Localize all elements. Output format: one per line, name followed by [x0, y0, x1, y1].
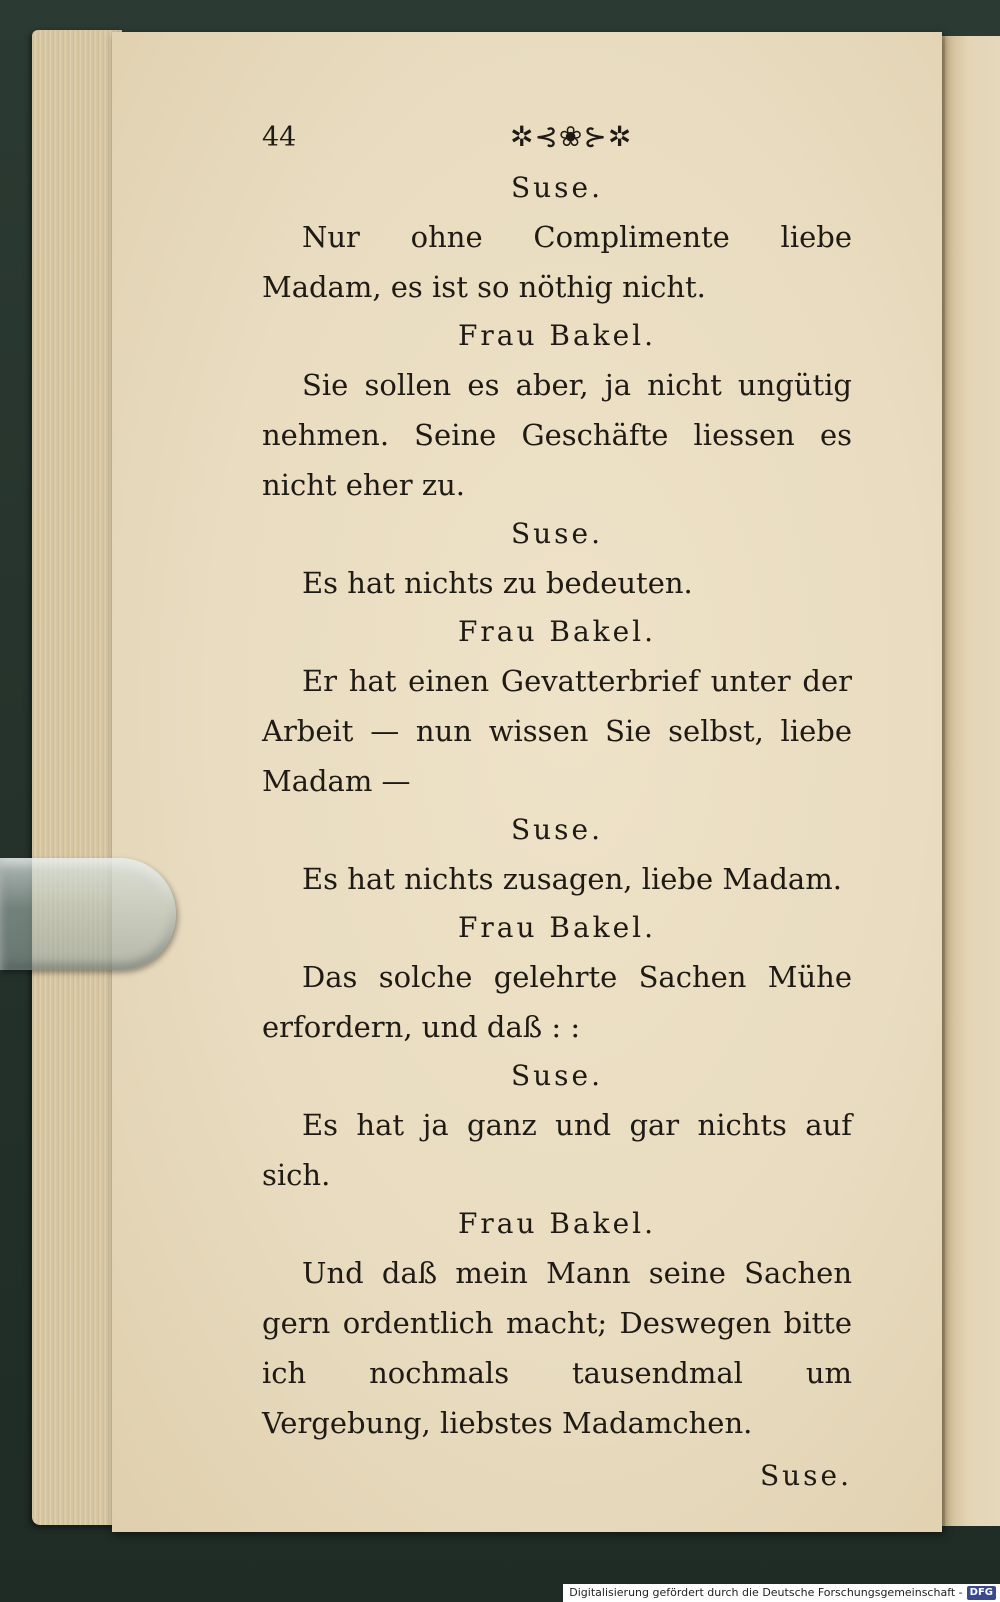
dialogue-entry [262, 910, 852, 1052]
speaker-name: Frau Bakel. [457, 615, 657, 648]
adjacent-page [942, 36, 1000, 1526]
speech-text: Es hat ja ganz und gar nichts auf sich. [262, 1108, 852, 1192]
speech-text: Es hat nichts zu bedeuten. [302, 566, 693, 600]
speech-text: Sie sollen es aber, ja nicht ungütig nehmen. Seine Geschäfte liessen es nicht eher zu. [262, 368, 852, 502]
speaker-name: Frau Bakel. [457, 911, 657, 944]
dfg-logo-icon: DFG [967, 1586, 996, 1600]
speech-text: Und daß mein Mann seine Sachen gern ordentlich macht; Deswegen bitte ich nochmals tausendmal um Vergebung, liebstes Madamchen. [262, 1256, 852, 1440]
page-number: 44 [262, 122, 297, 153]
footer-credit [563, 1584, 1000, 1602]
dialogue-entry [262, 614, 852, 806]
speaker-name: Suse. [510, 171, 604, 204]
page-text [262, 118, 852, 1494]
page-header [262, 118, 852, 164]
speech-text: Er hat einen Gevatterbrief unter der Arbeit — nun wissen Sie selbst, liebe Madam — [262, 664, 852, 798]
page-stack-edge [32, 30, 122, 1525]
speech-text: Nur ohne Complimente liebe Madam, es ist so nöthig nicht. [262, 220, 852, 304]
speech-text: Es hat nichts zusagen, liebe Madam. [302, 862, 842, 896]
dialogue-entry [262, 1058, 852, 1200]
dialogue-entry [262, 516, 852, 608]
glass-page-clip [0, 858, 176, 970]
dialogue-entry [262, 170, 852, 312]
speech-text: Das solche gelehrte Sachen Mühe erfordern, und daß : : [262, 960, 852, 1044]
dialogue-entry [262, 318, 852, 510]
speaker-name: Frau Bakel. [457, 1207, 657, 1240]
speaker-name: Frau Bakel. [457, 319, 657, 352]
speaker-name: Suse. [510, 813, 604, 846]
catchword: Suse. [759, 1459, 852, 1492]
speaker-name: Suse. [510, 517, 604, 550]
dialogue-entry [262, 1206, 852, 1448]
credit-text: Digitalisierung gefördert durch die Deutsche Forschungsgemeinschaft - [569, 1586, 963, 1599]
ornament-icon: ✲⊰❀⊱✲ [510, 120, 633, 153]
speaker-name: Suse. [510, 1059, 604, 1092]
dialogue-entry [262, 812, 852, 904]
